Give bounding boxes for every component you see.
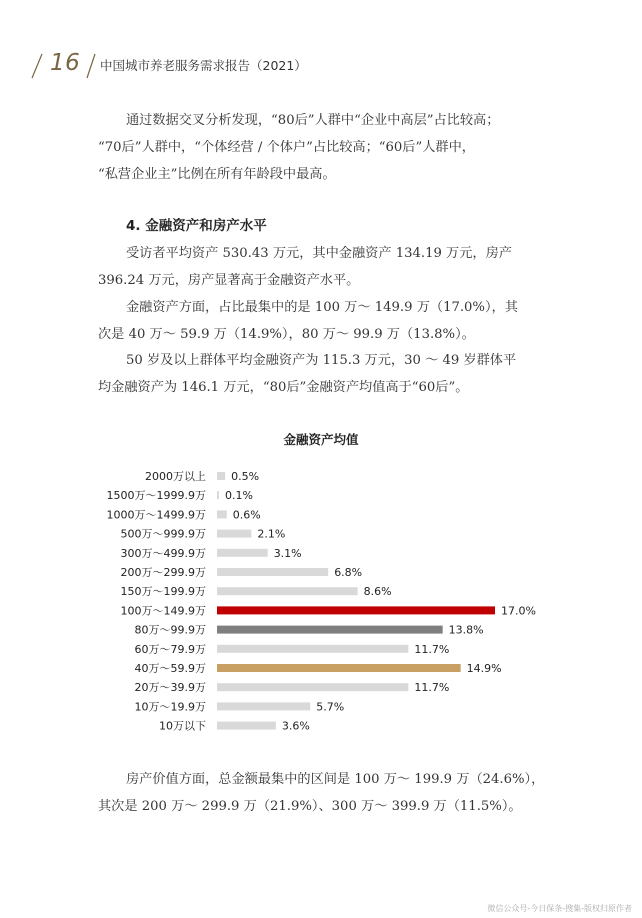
value-label: 3.6%	[281, 719, 310, 733]
value-label: 11.7%	[414, 681, 450, 695]
value-label: 13.8%	[448, 623, 484, 637]
paragraph-line: 次是 40 万～ 59.9 万（14.9%），80 万～ 99.9 万（13.8%）。	[98, 327, 475, 342]
category-label: 300万～499.9万	[120, 546, 206, 560]
paragraph-line: 通过数据交叉分析发现，“80后”人群中“企业中高层”占比较高；	[126, 113, 500, 128]
page-header	[28, 49, 348, 79]
bar	[217, 568, 328, 576]
paragraph-line: 房产价值方面，总金额最集中的区间是 100 万～ 199.9 万（24.6%），	[126, 772, 545, 787]
bar	[217, 664, 461, 672]
value-label: 0.6%	[232, 508, 261, 522]
category-label: 1000万～1499.9万	[106, 508, 206, 522]
category-label: 60万～79.9万	[134, 642, 206, 656]
bar	[217, 702, 310, 710]
financial-assets-chart	[0, 460, 642, 740]
header-slash-left	[28, 53, 46, 79]
chart-title: 金融资产均值	[283, 432, 359, 447]
bar	[217, 722, 276, 730]
bar	[217, 510, 227, 518]
bar	[217, 683, 408, 691]
bar	[217, 606, 495, 614]
paragraph-1	[98, 107, 558, 188]
value-label: 3.1%	[273, 546, 302, 560]
value-label: 8.6%	[363, 585, 392, 599]
category-label: 20万～39.9万	[134, 681, 206, 695]
paragraph-line: 396.24 万元，房产显著高于金融资产水平。	[98, 273, 360, 288]
footer-watermark: 微信公众号-今日保条-搜集-版权归原作者	[487, 904, 632, 913]
category-label: 10万～19.9万	[134, 700, 206, 714]
page-number: 16	[50, 50, 81, 76]
bar	[217, 587, 358, 595]
paragraph-line: 50 岁及以上群体平均金融资产为 115.3 万元，30 ～ 49 岁群体平	[126, 353, 517, 368]
category-label: 40万～59.9万	[134, 662, 206, 675]
paragraph-line: 受访者平均资产 530.43 万元，其中金融资产 134.19 万元，房产	[126, 246, 512, 261]
category-label: 10万以下	[159, 719, 206, 733]
paragraph-5	[98, 766, 558, 820]
category-label: 100万～149.9万	[120, 604, 206, 618]
paragraph-line: 均金融资产为 146.1 万元，“80后”金融资产均值高于“60后”。	[98, 380, 469, 395]
bar	[217, 626, 443, 634]
bar	[217, 491, 219, 499]
value-label: 17.0%	[501, 604, 536, 618]
category-label: 500万～999.9万	[120, 527, 206, 541]
value-label: 6.8%	[334, 566, 363, 579]
paragraph-3	[98, 294, 558, 348]
bar	[217, 472, 225, 480]
section-title: 4. 金融资产和房产水平	[126, 218, 267, 234]
paragraph-2	[98, 240, 558, 294]
paragraph-line: “私营企业主”比例在所有年龄段中最高。	[98, 167, 336, 182]
value-label: 5.7%	[316, 700, 345, 714]
category-label: 1500万～1999.9万	[106, 489, 206, 503]
paragraph-line: “70后”人群中，“个体经营 / 个体户”占比较高；“60后”人群中，	[98, 140, 475, 155]
value-label: 0.1%	[225, 489, 253, 503]
value-label: 14.9%	[466, 662, 502, 675]
value-label: 0.5%	[231, 470, 260, 483]
value-label: 11.7%	[414, 642, 450, 656]
category-label: 200万～299.9万	[120, 566, 206, 579]
paragraph-line: 其次是 200 万～ 299.9 万（21.9%）、300 万～ 399.9 万（11.5%）。	[98, 799, 522, 814]
header-slash-right	[84, 53, 98, 79]
category-label: 2000万以上	[145, 470, 206, 483]
paragraph-line: 金融资产方面，占比最集中的是 100 万～ 149.9 万（17.0%），其	[126, 300, 518, 315]
paragraph-4	[98, 347, 558, 401]
value-label: 2.1%	[257, 527, 286, 541]
bar	[217, 549, 268, 557]
bar	[217, 645, 408, 653]
category-label: 80万～99.9万	[134, 623, 206, 637]
report-title: 中国城市养老服务需求报告（2021）	[100, 58, 307, 73]
bar	[217, 530, 251, 538]
category-label: 150万～199.9万	[120, 585, 206, 599]
